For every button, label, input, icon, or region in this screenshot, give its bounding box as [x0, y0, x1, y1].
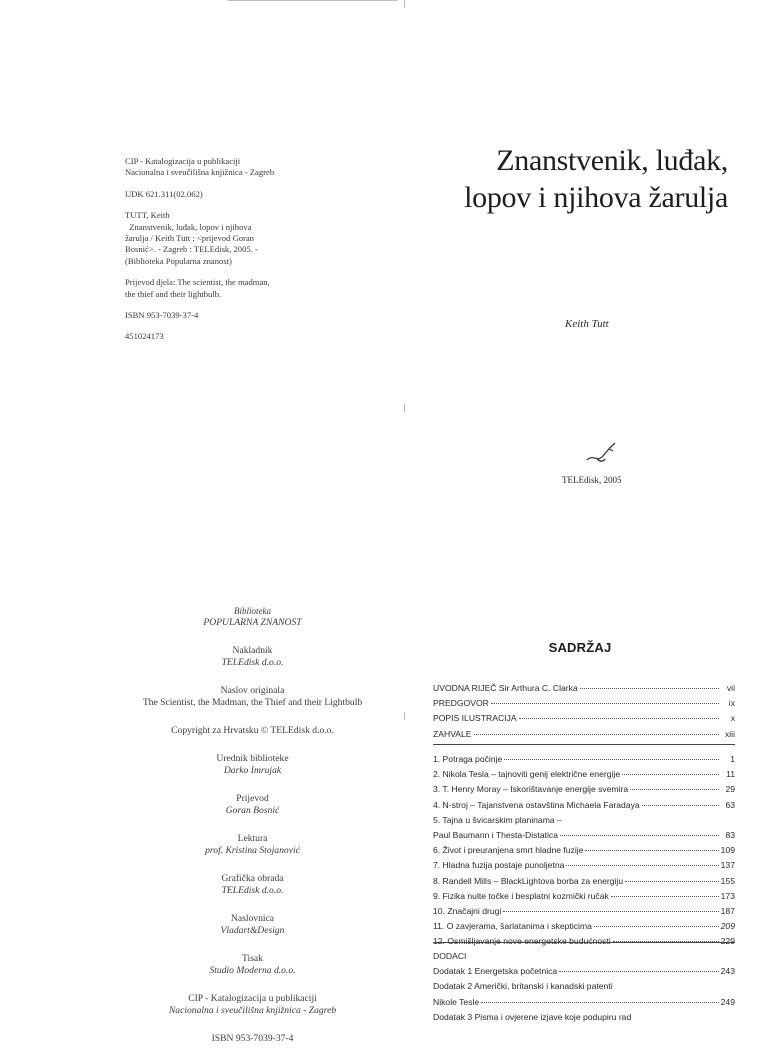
toc-leader: [594, 926, 719, 927]
proofreading-label: Lektura: [237, 833, 268, 844]
toc-page: 173: [720, 890, 735, 901]
toc-leader: [585, 850, 718, 851]
toc-row: [433, 876, 735, 891]
toc-row: [433, 830, 735, 845]
toc-row: [433, 936, 735, 951]
toc-row: [433, 815, 735, 830]
toc-label: Dodatak 1 Energetska početnica: [433, 966, 558, 977]
library-label: Biblioteka: [234, 606, 271, 616]
toc-appendices: [433, 951, 735, 1027]
toc-label: ZAHVALE: [433, 728, 472, 739]
cip-isbn: ISBN 953-7039-37-4: [125, 310, 199, 321]
toc-row: [433, 845, 735, 860]
toc-label: 2. Nikola Tesla – tajnoviti genij električne energije: [433, 769, 621, 780]
toc-page: 187: [720, 905, 735, 916]
editor-label: Urednik biblioteke: [216, 753, 289, 764]
toc-label: Paul Baumann i Thesta-Distatica: [433, 829, 558, 840]
toc-row: [433, 698, 735, 713]
credits-column: [95, 605, 410, 1061]
toc-label: 11. O zavjerama, šarlatanima i skepticima: [433, 921, 592, 932]
toc-row: [433, 981, 735, 996]
toc-label: 5. Tajna u švicarskim planinama –: [433, 814, 562, 825]
toc-divider: [433, 744, 735, 745]
toc-row: [433, 1012, 735, 1027]
toc-page: ix: [728, 698, 735, 709]
publisher-label: Nakladnik: [232, 645, 273, 656]
toc-page: 155: [720, 875, 735, 886]
cip-author: TUTT, Keith: [125, 210, 170, 221]
toc-label: POPIS ILUSTRACIJA: [433, 713, 517, 724]
toc-label: Dodatak 3 Pisma i ovjerene izjave koje podupiru rad: [433, 1011, 632, 1022]
cip-record: [125, 156, 305, 353]
toc-page: 63: [725, 799, 735, 810]
toc-label: Dodatak 2 Američki, britanski i kanadski patenti: [433, 981, 613, 992]
toc-page: 109: [720, 845, 735, 856]
toc-leader: [504, 759, 719, 760]
toc-label: UVODNA RIJEČ Sir Arthura C. Clarka: [433, 683, 578, 693]
toc-row: [433, 784, 735, 799]
toc-leader: [560, 835, 719, 836]
toc-divider: [433, 942, 735, 943]
book-title-line-1: Znanstvenik, luđak,: [496, 144, 728, 177]
toc-row: [433, 683, 735, 698]
original-title-label: Naslov originala: [220, 685, 285, 696]
toc-row: [433, 769, 735, 784]
cip-record-line-4: (Biblioteka Popularna znanost): [125, 255, 232, 266]
toc-row: [433, 800, 735, 815]
proofreader-name: prof. Kristina Stojanović: [205, 845, 300, 856]
graphic-design-name: TELEdisk d.o.o.: [221, 885, 284, 896]
print-label: Tisak: [242, 953, 263, 964]
toc-leader: [481, 1002, 718, 1003]
fold-mark-top: [404, 0, 405, 8]
toc-chapters: [433, 754, 735, 951]
cip-record-line-1: Znanstvenik, luđak, lopov i njihova: [129, 221, 252, 232]
toc-page: 1: [730, 754, 735, 764]
publisher-bird-logo: [585, 440, 619, 466]
credits-isbn: ISBN 953-7039-37-4: [211, 1033, 294, 1044]
toc-label: 1. Potraga počinje: [433, 754, 503, 764]
toc-page: 83: [725, 829, 735, 840]
toc-row: [433, 713, 735, 728]
toc-leader: [491, 703, 719, 704]
toc-label: Nikole Tesle: [433, 996, 480, 1007]
toc-page: 137: [720, 860, 735, 871]
book-title-line-2: lopov i njihova žarulja: [464, 181, 728, 214]
cip-footer-1: CIP - Katalogizacija u publikaciji: [188, 993, 317, 1004]
toc-row: [433, 754, 735, 769]
toc-label: 8. Randell Mills – BlackLightova borba za energiju: [433, 875, 624, 886]
toc-label: 9. Fizika nulte točke i besplatni kozmički ručak: [433, 890, 609, 901]
toc-page: x: [730, 713, 735, 724]
toc-label: PREDGOVOR: [433, 698, 489, 709]
toc-label: 6. Život i preuranjena smrt hladne fuzije: [433, 845, 584, 856]
cip-original-2: the thief and their lightbulb.: [125, 288, 222, 299]
toc-page: xiii: [724, 728, 735, 739]
translation-label: Prijevod: [236, 793, 269, 804]
top-edge-line: [228, 0, 398, 1]
cover-label: Naslovnica: [230, 913, 275, 924]
cip-record-line-3: Bosnić>. - Zagreb : TELEdisk, 2005. -: [125, 244, 258, 255]
toc-page: 11: [726, 769, 735, 780]
toc-page: vii: [726, 683, 735, 693]
toc-label: 10. Značajni drugi: [433, 905, 502, 916]
toc-row: [433, 891, 735, 906]
book-author: Keith Tutt: [565, 318, 609, 330]
toc-row: [433, 860, 735, 875]
toc-front-matter: [433, 683, 735, 744]
toc-leader: [630, 789, 719, 790]
copyright-notice: Copyright za Hrvatsku © TELEdisk d.o.o.: [171, 725, 334, 736]
toc-leader: [566, 865, 718, 866]
toc-leader: [580, 688, 719, 689]
original-title: The Scientist, the Madman, the Thief and their Lightbulb: [142, 697, 363, 708]
toc-row: [433, 951, 735, 966]
editor-name: Darko Imrujak: [223, 765, 282, 776]
fold-mark-middle: [404, 404, 405, 412]
toc-leader: [474, 734, 719, 735]
appendix-heading: DODACI: [433, 951, 467, 961]
cip-original-1: Prijevod djela: The scientist, the madman,: [125, 277, 270, 288]
toc-leader: [559, 971, 718, 972]
toc-label: 4. N-stroj – Tajanstvena ostavština Michaela Faradaya: [433, 799, 640, 810]
contents-heading: SADRŽAJ: [548, 640, 612, 655]
toc-leader: [642, 805, 719, 806]
toc-row: [433, 966, 735, 981]
toc-leader: [503, 911, 718, 912]
cip-footer-2: Nacionalna i sveučilišna knjižnica - Zagreb: [168, 1005, 337, 1016]
cip-record-line-2: žarulja / Keith Tutt ; <prijevod Goran: [125, 233, 254, 244]
toc-row: [433, 729, 735, 744]
toc-page: 29: [725, 784, 735, 795]
toc-label: 7. Hladna fuzija postaje punoljetna: [433, 860, 565, 871]
cip-udk: UDK 621.311(02.062): [125, 188, 203, 199]
toc-leader: [519, 718, 719, 719]
cip-number: 451024173: [125, 331, 164, 342]
cip-header-1: CIP - Katalogizacija u publikaciji: [125, 156, 241, 166]
library-name: POPULARNA ZNANOST: [203, 617, 302, 628]
toc-leader: [611, 896, 719, 897]
toc-page: 249: [720, 996, 735, 1007]
toc-leader: [622, 774, 719, 775]
graphic-design-label: Grafička obrada: [221, 873, 284, 884]
toc-page: 243: [720, 966, 735, 977]
toc-page: 209: [720, 921, 735, 932]
toc-leader: [625, 881, 719, 882]
printer-name: Studio Moderna d.o.o.: [209, 965, 296, 976]
toc-row: [433, 921, 735, 936]
toc-row: [433, 906, 735, 921]
publisher-name: TELEdisk d.o.o.: [221, 657, 284, 668]
toc-label: 3. T. Henry Moray – Iskorištavanje energije svemira: [433, 784, 629, 795]
toc-row: [433, 997, 735, 1012]
cover-designer: Vladart&Design: [220, 925, 285, 936]
cip-header-2: Nacionalna i sveučilišna knjižnica - Zagreb: [125, 167, 275, 178]
translator-name: Goran Bosnić: [225, 805, 280, 816]
publisher-year: TELEdisk, 2005: [562, 475, 622, 485]
